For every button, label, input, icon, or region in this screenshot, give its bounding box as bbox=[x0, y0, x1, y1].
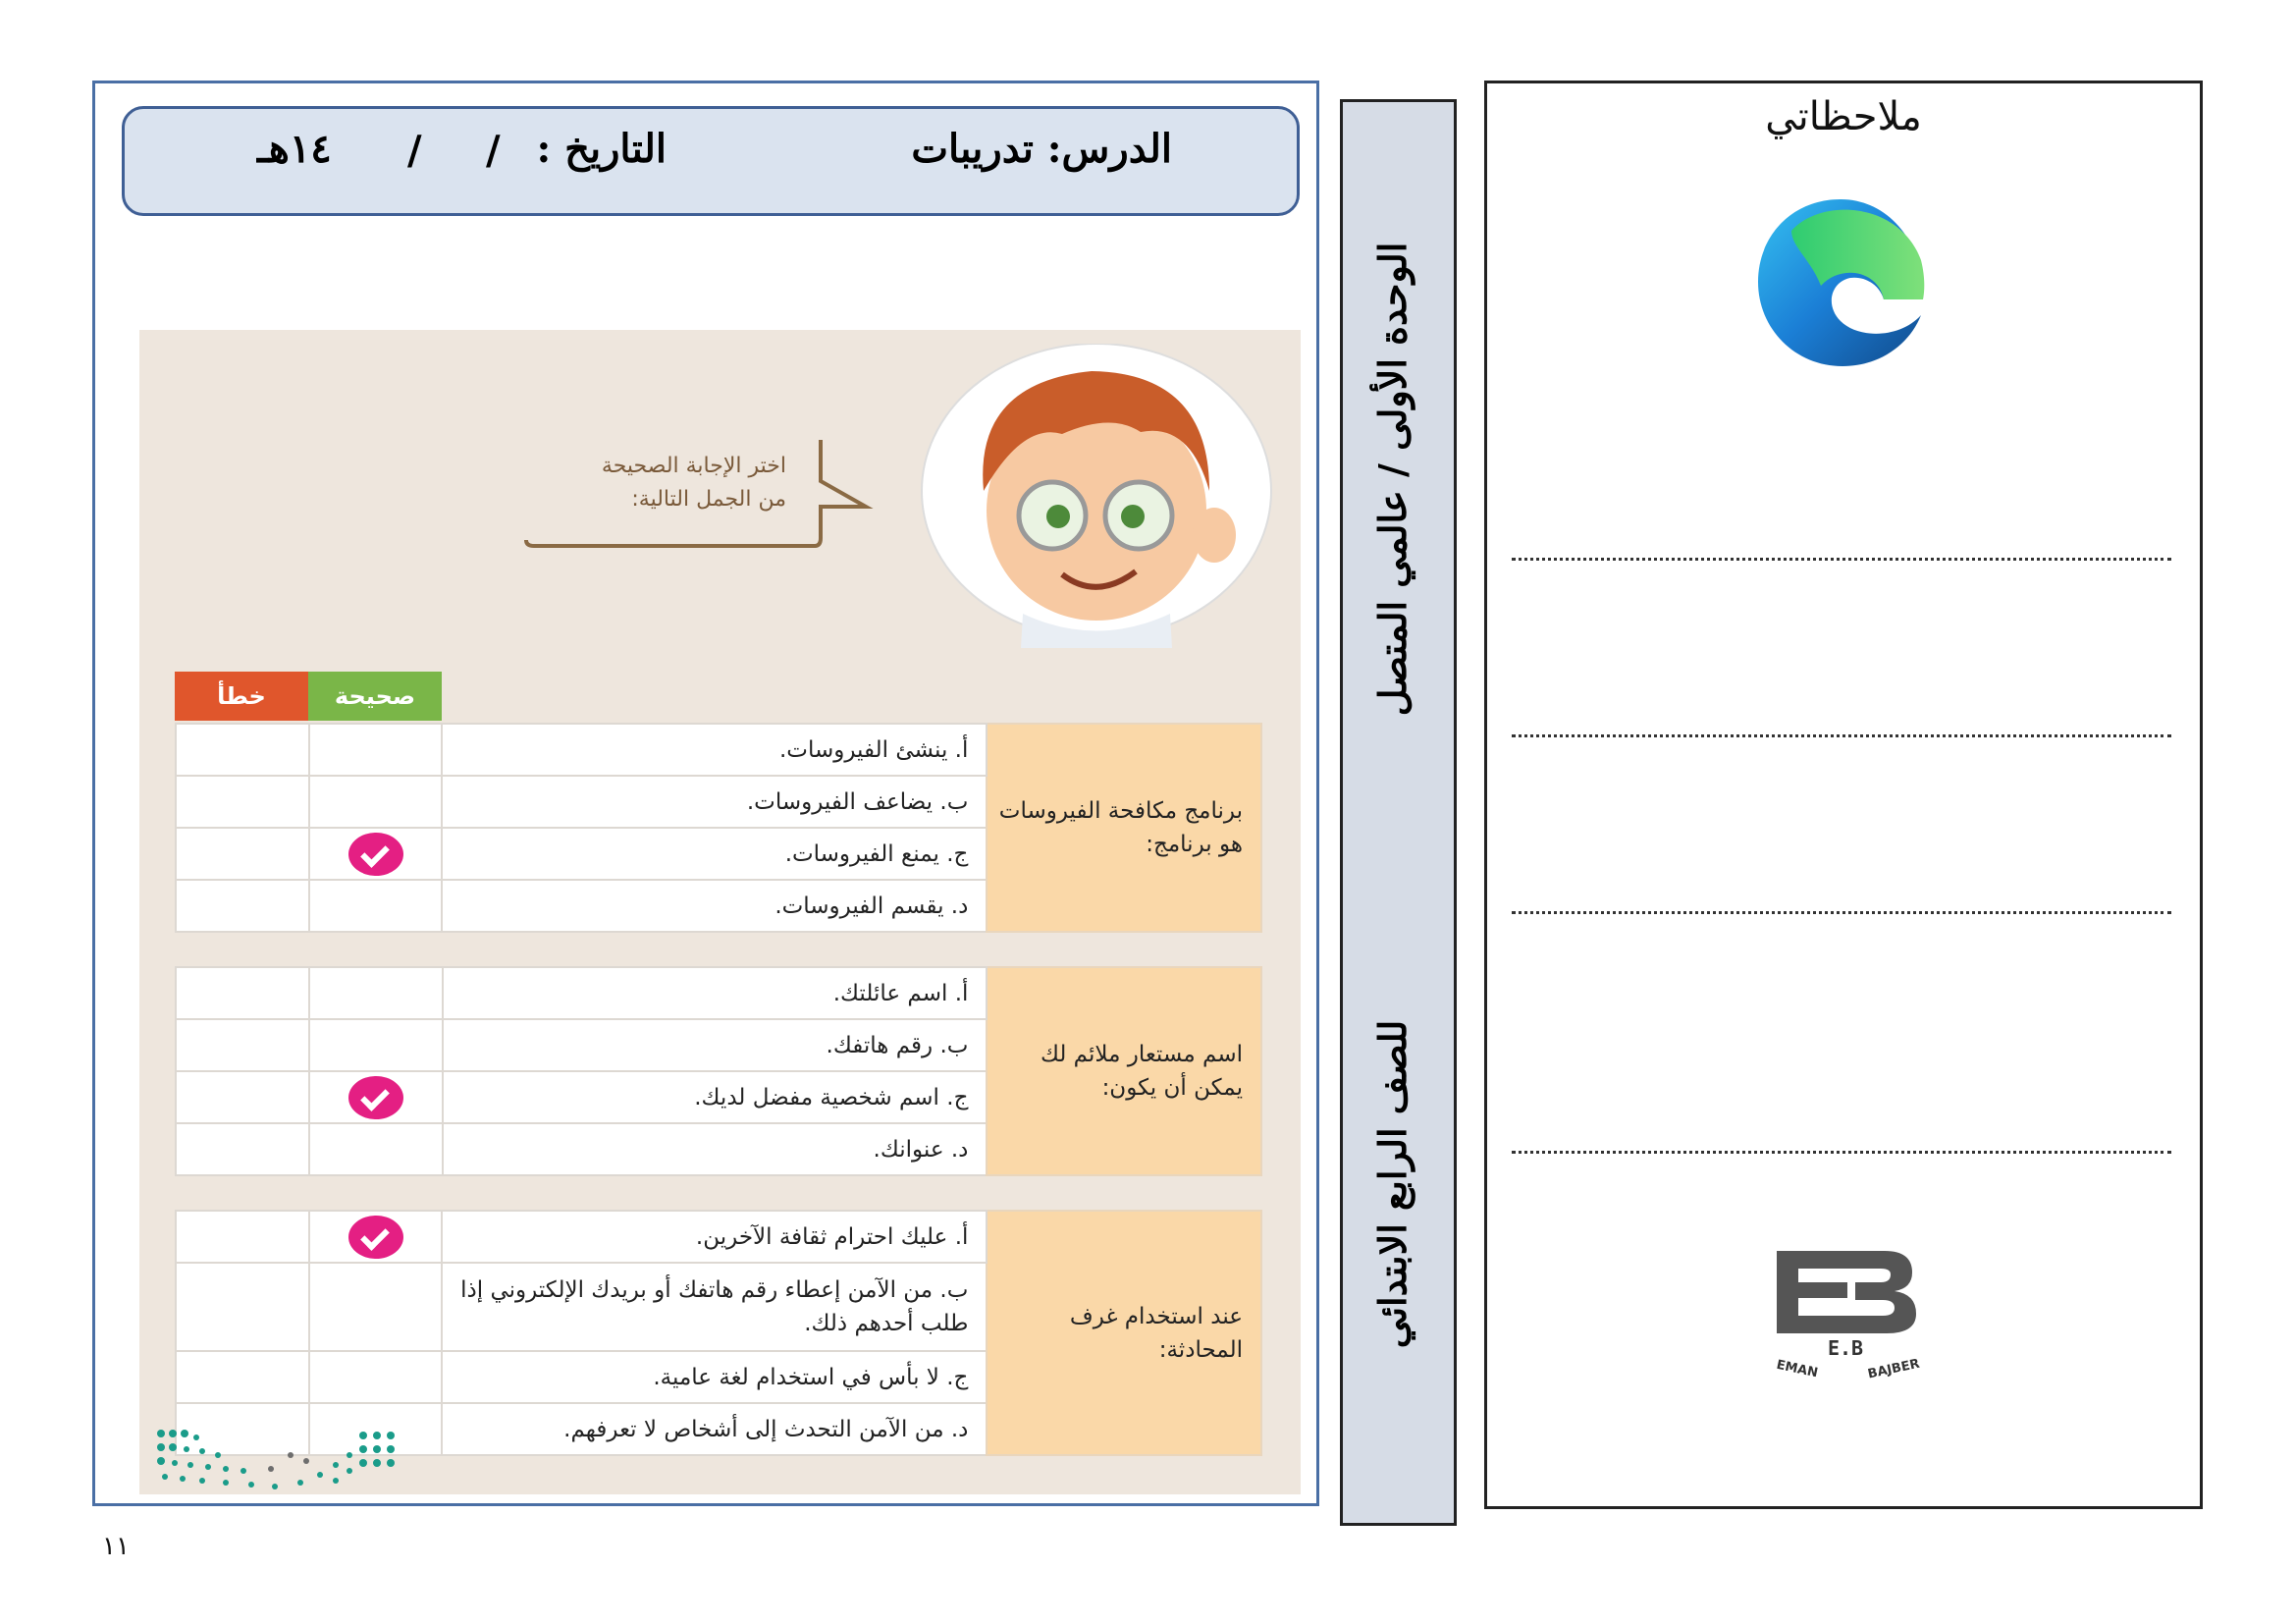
question-prompt: برنامج مكافحة الفيروسات هو برنامج: bbox=[987, 724, 1261, 932]
check-icon bbox=[348, 1076, 403, 1119]
check-icon bbox=[348, 833, 403, 876]
check-icon bbox=[348, 1216, 403, 1259]
correct-cell[interactable] bbox=[309, 724, 443, 776]
option-text: د. عنوانك. bbox=[443, 1123, 988, 1175]
question-table bbox=[175, 1210, 1262, 1456]
correct-cell[interactable] bbox=[309, 880, 443, 932]
date-label: التاريخ : bbox=[536, 126, 667, 172]
question-prompt: اسم مستعار ملائم لك يمكن أن يكون: bbox=[987, 967, 1261, 1175]
note-line[interactable] bbox=[1512, 911, 2171, 914]
correct-cell[interactable] bbox=[309, 1211, 443, 1263]
correct-cell[interactable] bbox=[309, 828, 443, 880]
table-row bbox=[176, 1211, 1261, 1263]
wrong-cell[interactable] bbox=[176, 724, 309, 776]
question-table bbox=[175, 966, 1262, 1176]
wrong-cell[interactable] bbox=[176, 1351, 309, 1403]
eb-name-right: BAJBER bbox=[1866, 1356, 1922, 1382]
wrong-cell[interactable] bbox=[176, 828, 309, 880]
correct-cell[interactable] bbox=[309, 1071, 443, 1123]
instruction-text bbox=[551, 450, 786, 516]
unit-title: الوحدة الأولى / عالمي المتصل bbox=[1370, 242, 1415, 717]
option-text: أ. عليك احترام ثقافة الآخرين. bbox=[442, 1211, 987, 1263]
wrong-cell[interactable] bbox=[176, 967, 309, 1019]
correct-cell[interactable] bbox=[309, 967, 443, 1019]
wrong-cell[interactable] bbox=[176, 1263, 309, 1351]
wrong-cell[interactable] bbox=[176, 1071, 309, 1123]
option-text: د. يقسم الفيروسات. bbox=[442, 880, 987, 932]
question-prompt: عند استخدام غرف المحادثة: bbox=[987, 1211, 1261, 1455]
wrong-cell[interactable] bbox=[176, 1019, 309, 1071]
edge-browser-logo-icon bbox=[1752, 191, 1929, 373]
correct-cell[interactable] bbox=[309, 776, 443, 828]
wrong-cell[interactable] bbox=[176, 880, 309, 932]
correct-cell[interactable] bbox=[309, 1263, 443, 1351]
option-text: أ. ينشئ الفيروسات. bbox=[442, 724, 987, 776]
option-text: أ. اسم عائلتك. bbox=[443, 967, 988, 1019]
lesson-title: الدرس: تدريبات bbox=[911, 126, 1172, 172]
option-text: ج. لا بأس في استخدام لغة عامية. bbox=[442, 1351, 987, 1403]
correct-cell[interactable] bbox=[309, 1019, 443, 1071]
option-text: ب. من الآمن إعطاء رقم هاتفك أو بريدك الإلكتروني إذا طلب أحدهم ذلك. bbox=[442, 1263, 987, 1351]
boy-character-illustration bbox=[915, 344, 1278, 648]
wrong-cell[interactable] bbox=[176, 1123, 309, 1175]
table-row bbox=[176, 724, 1261, 776]
correct-cell[interactable] bbox=[309, 1351, 443, 1403]
question-table bbox=[175, 723, 1262, 933]
instruction-line: اختر الإجابة الصحيحة bbox=[601, 454, 786, 478]
wrong-column-header: خطأ bbox=[175, 672, 308, 721]
ministry-logo-icon bbox=[153, 1426, 399, 1494]
hijri-year: ١٤هـ bbox=[257, 126, 332, 172]
correct-cell[interactable] bbox=[309, 1123, 443, 1175]
option-text: ج. اسم شخصية مفضل لديك. bbox=[443, 1071, 988, 1123]
page-number: ١١ bbox=[102, 1532, 130, 1561]
eb-author-logo-icon bbox=[1757, 1245, 1934, 1382]
option-text: ج. يمنع الفيروسات. bbox=[442, 828, 987, 880]
note-line[interactable] bbox=[1512, 558, 2171, 561]
table-row bbox=[176, 967, 1261, 1019]
grade-title: للصف الرابع الابتدائي bbox=[1370, 1019, 1415, 1349]
eb-letters: E.B bbox=[1827, 1336, 1864, 1360]
date-separator: / bbox=[486, 128, 501, 174]
note-line[interactable] bbox=[1512, 734, 2171, 737]
option-text: ب. رقم هاتفك. bbox=[443, 1019, 988, 1071]
option-text: ب. يضاعف الفيروسات. bbox=[442, 776, 987, 828]
correct-column-header: صحيحة bbox=[308, 672, 442, 721]
note-line[interactable] bbox=[1512, 1151, 2171, 1154]
instruction-line: من الجمل التالية: bbox=[631, 487, 786, 512]
eb-name-left: EMAN bbox=[1775, 1357, 1820, 1381]
wrong-cell[interactable] bbox=[176, 1211, 309, 1263]
wrong-cell[interactable] bbox=[176, 776, 309, 828]
option-text: د. من الآمن التحدث إلى أشخاص لا تعرفهم. bbox=[442, 1403, 987, 1455]
date-separator: / bbox=[407, 128, 422, 174]
notes-title: ملاحظاتي bbox=[1765, 94, 1922, 139]
